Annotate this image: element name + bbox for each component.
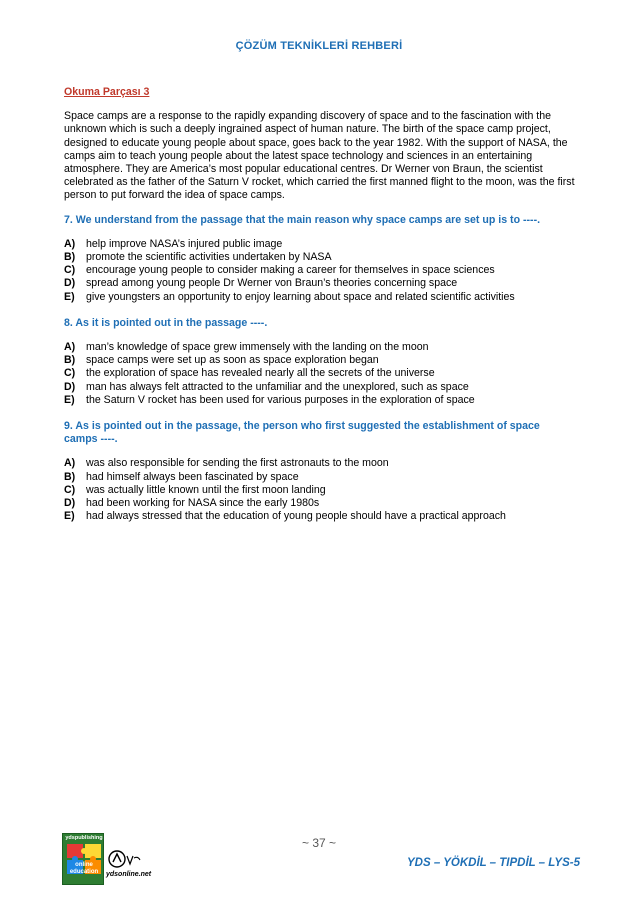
- page-number: ~ 37 ~: [301, 836, 337, 850]
- section-title: Okuma Parçası 3: [64, 86, 150, 98]
- reading-passage: Space camps are a response to the rapidly expanding discovery of space and to the fascination with the unknown which is such a deeply ingrained aspect of human nature. The birth of the space camp project, designed to educate young people about space, goes back to the year 1982. With the support of NASA, the camps aim to teach young people about the latest space technology and sciences in an entertaining atmosphere. They are America’s most popular educational centres. Dr Werner von Braun, the scientist celebrated as the father of the Saturn V rocket, which carried the first manned flight to the moon, was the first person to put forward the idea of space camps.: [64, 110, 575, 202]
- answer-option: [64, 457, 576, 470]
- question-8: [64, 317, 576, 407]
- answer-option: [64, 471, 576, 484]
- answer-option: [64, 367, 576, 380]
- secondary-logo-icon: [108, 848, 142, 870]
- option-text: give youngsters an opportunity to enjoy learning about space and related scientific activities: [86, 290, 515, 303]
- option-text: was also responsible for sending the first astronauts to the moon: [86, 457, 389, 470]
- option-letter: D): [64, 380, 76, 393]
- option-letter: B): [64, 251, 76, 264]
- question-9: [64, 420, 576, 523]
- question-stem: 8. As it is pointed out in the passage ----.: [64, 316, 268, 329]
- question-7: [64, 214, 576, 304]
- option-text: had always stressed that the education of young people should have a practical approach: [86, 510, 506, 523]
- logo-caption-line: online: [75, 862, 93, 868]
- option-letter: E): [64, 290, 75, 303]
- option-letter: C): [64, 367, 76, 380]
- answer-option: [64, 484, 576, 497]
- answer-options: [64, 457, 576, 523]
- answer-option: [64, 277, 576, 290]
- option-letter: E): [64, 393, 75, 406]
- option-letter: A): [64, 341, 76, 354]
- page-header-title: ÇÖZÜM TEKNİKLERİ REHBERİ: [235, 40, 403, 52]
- logo-caption-line: education: [69, 869, 99, 875]
- option-letter: C): [64, 264, 76, 277]
- answer-option: [64, 341, 576, 354]
- option-text: help improve NASA’s injured public image: [86, 237, 283, 250]
- option-letter: A): [64, 457, 76, 470]
- option-text: man has always felt attracted to the unfamiliar and the unexplored, such as space: [86, 380, 469, 393]
- logo-site-text: ydsonline.net: [106, 871, 152, 878]
- answer-option: [64, 251, 576, 264]
- question-stem: 7. We understand from the passage that the main reason why space camps are set up is to ----.: [64, 213, 541, 226]
- exam-list: YDS – YÖKDİL – TIPDİL – LYS-5: [407, 857, 580, 869]
- answer-option: [64, 394, 576, 407]
- option-text: the Saturn V rocket has been used for various purposes in the exploration of space: [86, 393, 475, 406]
- option-letter: B): [64, 354, 76, 367]
- option-letter: D): [64, 277, 76, 290]
- answer-option: [64, 354, 576, 367]
- option-text: had himself always been fascinated by space: [86, 470, 299, 483]
- option-text: had been working for NASA since the early 1980s: [86, 497, 320, 510]
- document-body: [64, 86, 576, 536]
- question-stem: 9. As is pointed out in the passage, the person who first suggested the establishment of space camps ----.: [64, 420, 540, 446]
- answer-option: [64, 381, 576, 394]
- option-text: encourage young people to consider making a career for themselves in space sciences: [86, 264, 495, 277]
- option-text: promote the scientific activities undertaken by NASA: [86, 251, 332, 264]
- answer-options: [64, 341, 576, 407]
- option-letter: D): [64, 497, 76, 510]
- option-text: the exploration of space has revealed nearly all the secrets of the universe: [86, 367, 435, 380]
- answer-options: [64, 238, 576, 304]
- option-text: was actually little known until the first moon landing: [86, 483, 326, 496]
- answer-option: [64, 497, 576, 510]
- option-letter: E): [64, 510, 75, 523]
- option-text: man’s knowledge of space grew immensely with the landing on the moon: [86, 341, 429, 354]
- option-letter: B): [64, 470, 76, 483]
- answer-option: [64, 291, 576, 304]
- answer-option: [64, 264, 576, 277]
- option-letter: C): [64, 483, 76, 496]
- answer-option: [64, 510, 576, 523]
- option-text: spread among young people Dr Werner von Braun’s theories concerning space: [86, 277, 458, 290]
- logo-brand-text: ydspublishing: [65, 835, 103, 841]
- logo-caption: [63, 862, 105, 876]
- answer-option: [64, 238, 576, 251]
- option-text: space camps were set up as soon as space exploration began: [86, 354, 379, 367]
- option-letter: A): [64, 237, 76, 250]
